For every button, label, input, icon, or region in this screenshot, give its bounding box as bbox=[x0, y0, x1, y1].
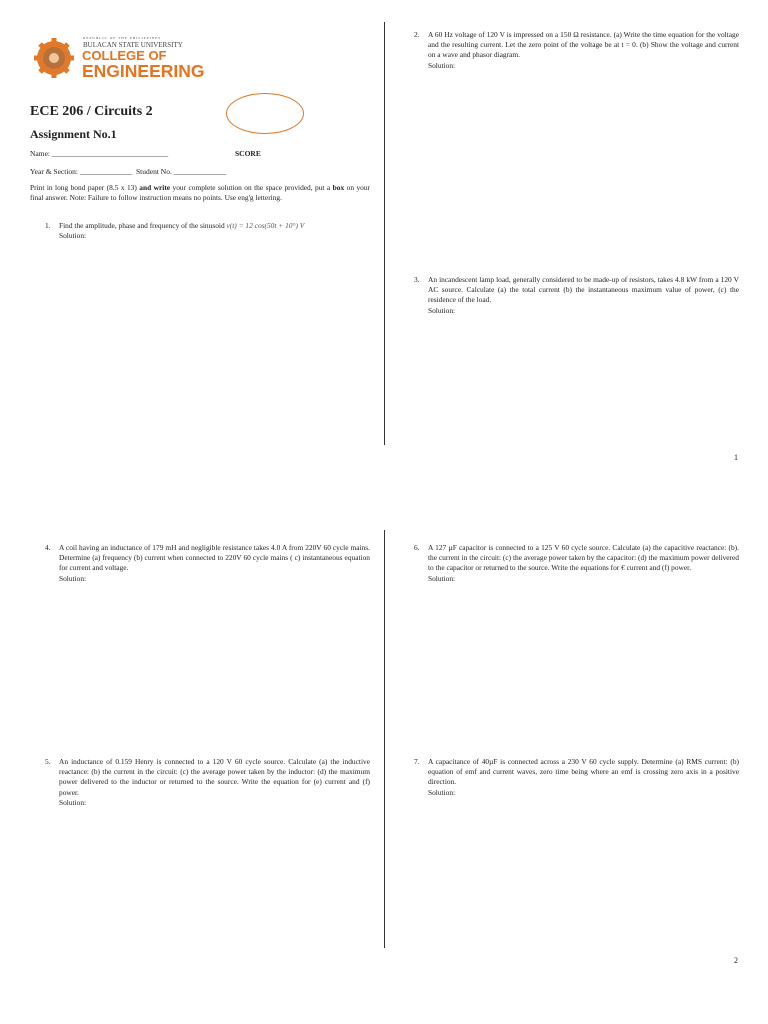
instructions-text: Print in long bond paper (8.5 x 13) bbox=[30, 183, 140, 192]
question-number: 6. bbox=[414, 543, 420, 552]
college-line1: COLLEGE OF bbox=[82, 48, 167, 63]
question-number: 5. bbox=[45, 757, 51, 766]
course-title: ECE 206 / Circuits 2 bbox=[30, 104, 153, 119]
solution-label: Solution: bbox=[428, 305, 456, 315]
page-number: 1 bbox=[734, 453, 738, 462]
question-text: A capacitance of 40µF is connected across a 230 V 60 cycle supply. Determine (a) RMS current: (b) equation of emf and current waves, zero time being where an emf is crossing zero axis in a positive direction. bbox=[428, 757, 739, 787]
question-number: 2. bbox=[414, 30, 420, 39]
question-number: 3. bbox=[414, 275, 420, 284]
page-number: 2 bbox=[734, 956, 738, 965]
question-text: A 127 µF capacitor is connected to a 125 V 60 cycle source. Calculate (a) the capacitive reactance: (b). the current in the circuit: (c) the average power taken by the capacitor: (d) the maximum power delivered to the capacitor or returned to the source. Write the equations for € current and (f) power. bbox=[428, 543, 739, 573]
university-logo bbox=[30, 32, 205, 82]
question-text: A coil having an inductance of 179 mH and negligible resistance takes 4.0 A from 220V 60 cycle mains. Determine (a) frequency (b) current when connected to 220V 60 cycle mains ( c) instantaneous equation for current and voltage. bbox=[59, 543, 370, 573]
name-field[interactable]: Name: _______________________________ bbox=[30, 149, 169, 158]
question-text: An incandescent lamp load, generally considered to be made-up of resistors, takes 4.8 kW from a 120 V AC source. Calculate (a) the total current (b) the instantaneous maximum value of power, (c) the residence of the load. bbox=[428, 275, 739, 305]
question-7 bbox=[414, 757, 739, 798]
university-name: BULACAN STATE UNIVERSITY bbox=[83, 41, 183, 49]
solution-label: Solution: bbox=[59, 231, 87, 241]
solution-label: Solution: bbox=[59, 573, 87, 583]
instructions-text: on your final answer. Note: Failure to follow instruction means no points. Use eng'g lettering. bbox=[30, 183, 371, 203]
question-number: 1. bbox=[45, 221, 51, 230]
question-5 bbox=[45, 757, 370, 808]
question-text: A 60 Hz voltage of 120 V is impressed on a 150 Ω resistance. (a) Write the time equation for the voltage and the resulting current. Let the zero point of the voltage be at t = 0. (b) Show the voltage and current on a wave and phasor diagram. bbox=[428, 30, 739, 60]
solution-label: Solution: bbox=[59, 797, 87, 807]
question-text: An inductance of 0.159 Henry is connected to a 120 V 60 cycle source. Calculate (a) the inductive reactance: (b) the current in the circuit: (c) the average power taken by the inductor: (d) the maximum power delivered to the inductor or returned to the source. Write the equation for (e) current and (f) power. bbox=[59, 757, 370, 797]
question-3 bbox=[414, 275, 739, 316]
solution-label: Solution: bbox=[428, 60, 456, 70]
instructions bbox=[30, 183, 370, 203]
score-label: SCORE bbox=[235, 149, 261, 158]
college-line2: ENGINEERING bbox=[82, 61, 205, 81]
question-4 bbox=[45, 543, 370, 584]
assignment-title: Assignment No.1 bbox=[30, 127, 117, 141]
column-divider bbox=[384, 530, 385, 948]
column-divider bbox=[384, 22, 385, 445]
solution-label: Solution: bbox=[428, 787, 456, 797]
year-section-field[interactable]: Year & Section: ______________ bbox=[30, 167, 133, 176]
instructions-bold: box bbox=[332, 183, 345, 192]
republic-text: REPUBLIC OF THE PHILIPPINES bbox=[83, 36, 162, 40]
question-number: 4. bbox=[45, 543, 51, 552]
question-1 bbox=[45, 221, 374, 241]
seal-icon bbox=[33, 37, 75, 79]
instructions-bold: and write bbox=[139, 183, 171, 192]
question-formula: v(t) = 12 cos(50t + 10°) V bbox=[226, 221, 305, 230]
solution-label: Solution: bbox=[428, 573, 456, 583]
score-circle bbox=[226, 93, 304, 134]
question-text: Find the amplitude, phase and frequency of the sinusoid bbox=[59, 221, 227, 230]
question-6 bbox=[414, 543, 739, 584]
question-2 bbox=[414, 30, 739, 71]
question-number: 7. bbox=[414, 757, 420, 766]
student-no-field[interactable]: Student No. ______________ bbox=[136, 167, 227, 176]
instructions-text: your complete solution on the space provided, put a bbox=[170, 183, 333, 192]
